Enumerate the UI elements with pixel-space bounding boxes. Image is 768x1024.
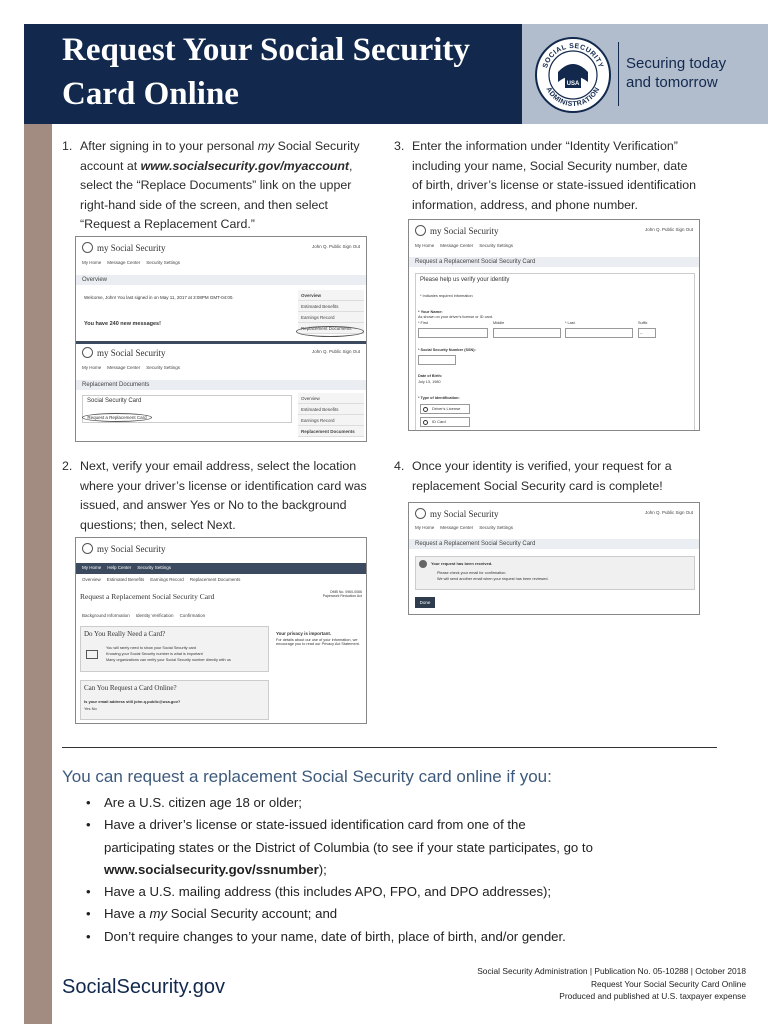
italic-text: my: [149, 906, 168, 922]
dob-value: July 13, 1980: [418, 380, 441, 384]
my-ss-logo: my Social Security: [82, 543, 166, 554]
ssa-logo-icon: [415, 508, 426, 519]
ssa-seal-icon: [534, 36, 612, 114]
dob-label: Date of Birth:: [418, 374, 443, 378]
privacy-title: Your privacy is important.: [276, 631, 332, 636]
my-ss-logo: my Social Security: [415, 225, 499, 236]
nav-messages: Message Center: [440, 243, 474, 248]
nav-bar: [415, 525, 519, 530]
my-ss-logo: my Social Security: [82, 347, 166, 358]
nav-security: Security Settings: [146, 260, 181, 265]
header-divider: [618, 42, 619, 106]
nav-home: My Home: [415, 525, 435, 530]
privacy-text: For details about our use of your information, we encourage you to read our Privacy Act Statement.: [276, 638, 360, 646]
card-title: Social Security Card: [87, 398, 142, 404]
section-divider: [62, 747, 717, 748]
tagline: Securing today and tomorrow: [626, 55, 727, 91]
requirements-list: [84, 792, 684, 948]
nav-security: Security Settings: [479, 525, 514, 530]
last-name-field: [565, 328, 633, 338]
text-line: where your driver’s license or identification card was: [80, 478, 367, 493]
nav-home: My Home: [82, 260, 102, 265]
tab-bar: [82, 565, 177, 570]
card-icon: [86, 650, 98, 659]
overview-bar: Overview: [76, 275, 366, 285]
footer-line: Produced and published at U.S. taxpayer expense: [559, 991, 746, 1001]
last-label: * Last: [565, 321, 575, 325]
requirements-heading: You can request a replacement Social Security card online if you:: [62, 767, 552, 786]
sidebar-item: Replacement Documents: [298, 323, 364, 334]
nav-bar: [82, 260, 186, 265]
form-heading: Request a Replacement Social Security Card: [80, 592, 215, 601]
ssn-label: * Social Security Number (SSN):: [418, 348, 476, 352]
id-label: * Type of Identification:: [418, 396, 460, 400]
suffix-label: Suffix: [638, 321, 648, 325]
nav-messages: Message Center: [107, 260, 141, 265]
text-line: questions; then, select Next.: [80, 517, 236, 532]
text-line: • Are a U.S. citizen age 18 or older;: [104, 795, 302, 810]
subtab: Estimated Benefits: [106, 577, 145, 582]
question-title: Do You Really Need a Card?: [84, 630, 166, 638]
ssa-logo-icon: [82, 242, 93, 253]
step-text: [412, 137, 696, 215]
sidebar-item: Estimated Benefits: [298, 301, 364, 312]
link-text[interactable]: www.socialsecurity.gov/ssnumber: [104, 861, 319, 877]
user-menu: John Q. Public Sign Out: [311, 244, 360, 249]
step-number: 3.: [394, 139, 405, 153]
footer-publication: [477, 965, 746, 1003]
seal-center-text: USA: [566, 81, 580, 87]
text-line: “Request a Replacement Card.”: [80, 217, 255, 232]
radio-card: [423, 420, 428, 425]
name-label: * Your Name:: [418, 309, 443, 314]
ssn-field: [418, 355, 456, 365]
nav-home: My Home: [415, 243, 435, 248]
text-line: After signing in to your personal my Social Security: [80, 139, 360, 153]
text-line: including your name, Social Security number, date: [412, 158, 688, 173]
subtab: Replacement Documents: [189, 577, 241, 582]
sidebar-item: Earnings Record: [298, 415, 364, 426]
ssa-logo-icon: [415, 225, 426, 236]
online-options: Yes No: [84, 706, 97, 711]
my-ss-logo: my Social Security: [415, 508, 499, 519]
page-title: Request Your Social Security Card Online: [62, 32, 470, 112]
text-line: • Have a driver’s license or state-issued identification card from one of the: [104, 817, 526, 833]
confirmation-item: We will send another email when your request has been reviewed.: [437, 577, 549, 581]
messages-text: You have 240 new messages!: [84, 321, 161, 327]
subtab: Earnings Record: [150, 577, 184, 582]
text-line: • Don’t require changes to your name, date of birth, place of birth, and/or gender.: [104, 928, 566, 944]
step-text: [412, 457, 672, 496]
request-link: Request a Replacement Card: [82, 413, 152, 422]
required-note: * Indicates required information: [420, 294, 473, 298]
id-option-license: Driver's License: [420, 404, 470, 414]
footer-line: Social Security Administration | Publication No. 05-10288 | October 2018: [477, 966, 746, 976]
name-hint: As shown on your driver's license or ID card.: [418, 315, 494, 319]
online-title: Can You Request a Card Online?: [84, 684, 177, 692]
sidebar-item: Replacement Documents: [298, 426, 364, 437]
tab-home: My Home: [82, 565, 102, 570]
progress-step-1: Background Information: [82, 613, 130, 618]
form-bar: Request a Replacement Social Security Card: [409, 257, 699, 267]
step-number: 4.: [394, 459, 405, 473]
text-line: Enter the information under “Identity Verification”: [412, 139, 678, 153]
text-line: of birth, driver’s license or state-issued identification: [412, 178, 696, 193]
tab-help: Help Center: [107, 565, 132, 570]
seal-top-text: SOCIAL SECURITY: [541, 42, 605, 70]
sidebar-item: Earnings Record: [298, 312, 364, 323]
first-label: * First: [418, 321, 428, 325]
text-line: • Have a U.S. mailing address (this includes APO, FPO, and DPO addresses);: [104, 884, 552, 900]
verify-title: Please help us verify your identity: [420, 277, 510, 283]
requirement-item: [84, 881, 684, 903]
sidebar-item: Overview: [298, 393, 364, 404]
text-line: select the “Replace Documents” link on the upper: [80, 178, 352, 193]
text-line: information, address, and phone number.: [412, 197, 638, 212]
text-line: issued, and answer Yes or No to the background: [80, 498, 347, 513]
text-line: Next, verify your email address, select the location: [80, 459, 357, 473]
question-item: Many organizations can verify your Social Security number directly with us: [106, 658, 231, 662]
check-icon: [419, 560, 427, 568]
progress-step-2: Identity Verification: [135, 613, 174, 618]
screenshot-step-3: [408, 219, 700, 431]
sidebar-menu: [298, 393, 364, 437]
sidebar-item: Estimated Benefits: [298, 404, 364, 415]
step-text: [80, 137, 360, 235]
text-line: www.socialsecurity.gov/ssnumber);: [104, 861, 327, 877]
middle-label: Middle: [493, 321, 505, 325]
step-text: [80, 457, 367, 535]
text-line: account at www.socialsecurity.gov/myaccount,: [80, 158, 353, 173]
user-menu: John Q. Public Sign Out: [644, 227, 693, 232]
user-menu: John Q. Public Sign Out: [644, 510, 693, 515]
subtab: Overview: [82, 577, 101, 582]
screenshot-step-2: [75, 537, 367, 724]
tab-security: Security Settings: [137, 565, 172, 570]
text-line: • Have a my Social Security account; and: [104, 906, 338, 922]
seal-bottom-text: ADMINISTRATION: [544, 86, 602, 109]
nav-security: Security Settings: [479, 243, 514, 248]
nav-bar: [415, 243, 519, 248]
suffix-select: --: [638, 328, 656, 338]
link-text[interactable]: www.socialsecurity.gov/myaccount: [140, 158, 350, 173]
italic-text: my: [257, 139, 275, 153]
nav-security: Security Settings: [146, 365, 181, 370]
screenshot-step-1: [75, 236, 367, 442]
text-line: replacement Social Security card is complete!: [412, 478, 663, 493]
radio-license: [423, 407, 428, 412]
screenshot-step-4: [408, 502, 700, 615]
step-number: 1.: [62, 139, 73, 153]
progress-steps: [82, 613, 211, 618]
subtab-bar: [82, 577, 246, 582]
sidebar-item: Overview: [298, 290, 364, 301]
confirmation-title: Your request has been received.: [431, 561, 493, 566]
form-bar: Request a Replacement Social Security Card: [409, 539, 699, 549]
step-number: 2.: [62, 459, 73, 473]
middle-name-field: [493, 328, 561, 338]
replacement-bar: Replacement Documents: [76, 380, 366, 390]
highlight-oval: [296, 326, 364, 337]
omb-text: OMB No. 0960-0066 Paperwork Reduction Act: [322, 590, 362, 598]
user-menu: John Q. Public Sign Out: [311, 349, 360, 354]
requirement-item: [84, 814, 684, 881]
welcome-text: Welcome, John! You last signed in on May 11, 2017 at 3:08PM GMT-04:00.: [84, 295, 234, 300]
nav-messages: Message Center: [107, 365, 141, 370]
question-item: Knowing your Social Security number is what is important: [106, 652, 203, 656]
requirement-item: [84, 903, 684, 925]
requirement-item: [84, 926, 684, 948]
side-stripe: [24, 24, 52, 1024]
requirement-item: [84, 792, 684, 814]
text-line: right-hand side of the screen, and then select: [80, 197, 328, 212]
nav-messages: Message Center: [440, 525, 474, 530]
ssa-logo-icon: [82, 347, 93, 358]
text-line: Once your identity is verified, your request for a: [412, 459, 672, 473]
first-name-field: [418, 328, 488, 338]
my-ss-logo: my Social Security: [82, 242, 166, 253]
confirmation-item: Please check your email for confirmation.: [437, 571, 507, 575]
id-option-card: ID Card: [420, 417, 470, 427]
footer-site: SocialSecurity.gov: [62, 976, 226, 998]
nav-home: My Home: [82, 365, 102, 370]
nav-bar: [82, 365, 186, 370]
text-line: participating states or the District of Columbia (to see if your state participates, go to: [104, 839, 593, 855]
progress-step-3: Confirmation: [179, 613, 206, 618]
footer-line: Request Your Social Security Card Online: [590, 978, 746, 989]
ssa-logo-icon: [82, 543, 93, 554]
online-question: Is your email address still john.q.public@usa.gov?: [84, 699, 181, 704]
question-item: You will rarely need to show your Social Security card: [106, 646, 196, 650]
screenshot-separator: [76, 341, 366, 344]
done-button: Done: [415, 597, 435, 608]
